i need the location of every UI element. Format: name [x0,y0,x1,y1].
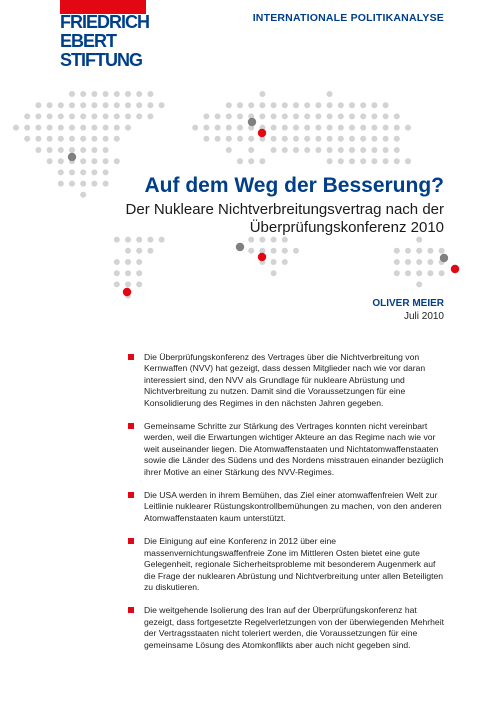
map-dot [327,125,333,131]
map-dot [103,91,109,97]
map-dot [91,102,97,108]
map-dot [125,270,131,276]
map-dot [259,158,265,164]
map-dot [383,113,389,119]
fes-logo [60,0,149,72]
map-dot [327,147,333,153]
map-dot [371,102,377,108]
map-dot [80,169,86,175]
map-dot [293,113,299,119]
map-dot [80,158,86,164]
map-dot [304,113,310,119]
map-dot [35,147,41,153]
map-dot [360,136,366,142]
publication-date: Juli 2010 [403,311,444,322]
summary-item [128,352,446,409]
map-dot [215,136,221,142]
map-dot [427,270,433,276]
map-dot [394,158,400,164]
map-dot [159,102,165,108]
map-dot [259,113,265,119]
map-dot [80,91,86,97]
map-dot [394,125,400,131]
map-dot [383,125,389,131]
map-dot [349,102,355,108]
map-dot [360,158,366,164]
map-dot [282,237,288,243]
map-dot [215,125,221,131]
map-dot [315,136,321,142]
summary-item [128,490,446,524]
bullet-icon [128,354,134,360]
map-dot [360,125,366,131]
map-dot [147,113,153,119]
map-dot [114,125,120,131]
map-dot [259,91,265,97]
bullet-icon [128,423,134,429]
map-dot [114,270,120,276]
map-dot [69,169,75,175]
summary-item [128,421,446,478]
map-dot [394,136,400,142]
map-dot [80,192,86,198]
map-dot [271,125,277,131]
map-dot [47,158,53,164]
map-dot [315,125,321,131]
map-dot [35,125,41,131]
map-dot [405,248,411,254]
map-highlight-dot [258,253,266,261]
map-dot [394,270,400,276]
map-dot [371,113,377,119]
map-dot [416,259,422,265]
map-dot [248,237,254,243]
map-dot [237,113,243,119]
map-dot [114,158,120,164]
map-dot [327,136,333,142]
summary-text: Die weitgehende Isolierung des Iran auf der Überprüfungskonferenz hat gezeigt, dass fortgesetzte Regelverletzungen von der überwiegenden Mehrheit der Vertragsstaaten nicht toleriert werden, die Voraussetzungen für eine gemeinsame Lösung des Atomkonflikts aber auch nicht gegeben sind. [144,605,445,650]
map-dot [203,125,209,131]
map-dot [271,248,277,254]
map-dot [293,147,299,153]
bullet-icon [128,538,134,544]
series-label: INTERNATIONALE POLITIKANALYSE [252,12,444,24]
logo-line-1: FRIEDRICH [60,12,149,32]
map-dot [58,125,64,131]
map-dot [439,270,445,276]
map-dot [47,136,53,142]
map-dot [237,136,243,142]
map-dot [338,158,344,164]
map-dot [360,113,366,119]
map-dot [136,281,142,287]
map-dot [248,158,254,164]
map-dot [293,136,299,142]
map-dot [69,147,75,153]
map-dot [338,136,344,142]
map-dot [237,102,243,108]
map-dot [327,113,333,119]
map-dot [80,102,86,108]
map-dot [259,102,265,108]
map-dot [24,113,30,119]
map-dot [125,102,131,108]
map-dot [226,125,232,131]
map-dot [315,113,321,119]
map-dot [114,281,120,287]
map-dot [427,259,433,265]
summary-list [128,352,446,663]
map-dot [226,113,232,119]
map-dot [58,113,64,119]
map-dot [293,125,299,131]
map-dot [282,125,288,131]
map-dot [371,158,377,164]
summary-text: Die USA werden in ihrem Bemühen, das Ziel einer atomwaffenfreien Welt zur Leitlinie nuklearer Rüstungskontrollbemühungen zu machen, von den anderen Atomwaffenstaaten kaum unterstützt. [144,490,442,523]
map-dot [91,147,97,153]
map-dot [360,147,366,153]
map-dot [282,102,288,108]
map-dot [394,248,400,254]
map-dot [136,259,142,265]
map-dot [114,91,120,97]
map-dot [114,259,120,265]
map-dot [271,113,277,119]
map-dot [91,158,97,164]
map-dot [315,147,321,153]
map-dot [271,259,277,265]
map-dot [24,136,30,142]
map-dot [69,181,75,187]
map-dot [58,169,64,175]
map-dot [226,147,232,153]
logo-line-3: STIFTUNG [60,50,142,70]
map-dot [103,181,109,187]
map-dot [282,136,288,142]
map-dot [371,136,377,142]
map-highlight-dot [258,129,266,137]
map-dot [427,248,433,254]
summary-item [128,605,446,651]
map-dot [304,125,310,131]
map-dot [338,147,344,153]
map-dot [24,125,30,131]
map-dot [69,125,75,131]
map-dot [338,113,344,119]
map-dot [315,102,321,108]
map-dot [293,248,299,254]
map-dot [58,181,64,187]
map-dot [80,181,86,187]
map-dot [203,136,209,142]
map-dot [35,113,41,119]
summary-text: Die Überprüfungskonferenz des Vertrages über die Nichtverbreitung von Kernwaffen (NVV) hat gezeigt, dass dessen Mitglieder nach wie vor daran interessiert sind, den NVV als Grundlage für nukleare Abrüstung und Nichtverbreitung zu nutzen. Damit sind die Voraussetzungen für eine Konsolidierung des Regimes in den nächsten Jahren gegeben. [144,352,426,408]
map-dot [125,91,131,97]
map-dot [416,270,422,276]
map-dot [327,91,333,97]
map-dot [226,136,232,142]
map-dot [338,125,344,131]
map-dot [304,147,310,153]
map-dot [394,113,400,119]
map-dot [304,102,310,108]
map-dot [383,102,389,108]
map-dot [125,248,131,254]
map-dot [226,102,232,108]
map-dot [35,136,41,142]
map-dot [416,281,422,287]
map-dot [405,158,411,164]
map-dot [405,125,411,131]
map-dot [327,102,333,108]
map-dot [147,91,153,97]
map-dot [69,102,75,108]
map-dot [271,270,277,276]
summary-text: Die Einigung auf eine Konferenz in 2012 über eine massenvernichtungswaffenfreie Zone im Mittleren Osten bietet eine gute Gelegenheit, regionale Sicherheitsprobleme mit besonderem Augenmerk auf die Frage der nuklearen Abrüstung und Nichtverbreitung unter allen Beteiligten zu diskutieren. [144,536,444,592]
map-dot [58,158,64,164]
summary-text: Gemeinsame Schritte zur Stärkung des Vertrages konnten nicht vereinbart werden, weil die Erwartungen wichtiger Akteure an das Regime nach wie vor weit auseinander liegen. Die Atomwaffenstaaten und Nichtatomwaffenstaaten sowie die Länder des Südens und des Nordens misstrauen einander bezüglich ihrer Motive an einer Stärkung des NVV-Regimes. [144,421,444,477]
map-dot [91,91,97,97]
map-dot [383,136,389,142]
map-highlight-dot [123,288,131,296]
map-dot [159,237,165,243]
map-dot [91,169,97,175]
map-dot [125,113,131,119]
map-dot [80,113,86,119]
map-dot [349,113,355,119]
map-dot [215,113,221,119]
map-dot [58,136,64,142]
author-name: OLIVER MEIER [372,298,444,309]
map-dot [248,147,254,153]
map-dot [360,102,366,108]
map-highlight-dot [68,153,76,161]
map-dot [136,270,142,276]
map-dot [13,125,19,131]
map-dot [47,102,53,108]
bullet-icon [128,492,134,498]
map-dot [349,147,355,153]
map-dot [80,147,86,153]
logo-line-2: EBERT [60,31,117,51]
map-dot [271,136,277,142]
map-dot [293,102,299,108]
map-dot [47,113,53,119]
map-dot [91,113,97,119]
map-dot [35,102,41,108]
map-dot [439,248,445,254]
map-dot [136,91,142,97]
map-dot [147,237,153,243]
map-dot [248,102,254,108]
map-dot [125,125,131,131]
map-dot [203,113,209,119]
map-dot [114,136,120,142]
map-dot [383,147,389,153]
map-dot [103,147,109,153]
map-dot [136,113,142,119]
map-highlight-dot [236,243,244,251]
map-dot [114,102,120,108]
map-dot [103,125,109,131]
map-dot [80,136,86,142]
map-dot [114,113,120,119]
map-dot [394,147,400,153]
summary-item [128,536,446,593]
map-dot [405,270,411,276]
map-dot [136,237,142,243]
page-title: Auf dem Weg der Besserung? [144,174,444,197]
map-dot [103,113,109,119]
map-dot [69,91,75,97]
map-dot [271,147,277,153]
map-dot [282,259,288,265]
map-dot [304,136,310,142]
map-dot [327,158,333,164]
map-dot [125,259,131,265]
map-dot [271,102,277,108]
map-dot [282,248,288,254]
map-dot [338,102,344,108]
map-dot [147,248,153,254]
map-dot [371,125,377,131]
map-dot [103,158,109,164]
map-dot [136,102,142,108]
map-dot [416,248,422,254]
map-dot [91,125,97,131]
map-dot [271,237,277,243]
map-dot [80,125,86,131]
map-dot [349,136,355,142]
map-dot [282,113,288,119]
map-dot [282,147,288,153]
map-dot [58,102,64,108]
map-highlight-dot [440,254,448,262]
map-dot [192,125,198,131]
map-dot [103,169,109,175]
map-dot [47,147,53,153]
map-dot [349,158,355,164]
map-dot [69,113,75,119]
map-highlight-dot [451,265,459,273]
map-dot [147,102,153,108]
map-dot [58,147,64,153]
map-dot [125,237,131,243]
map-dot [248,248,254,254]
map-dot [125,281,131,287]
map-dot [405,259,411,265]
map-dot [47,125,53,131]
map-dot [69,136,75,142]
map-dot [259,237,265,243]
map-dot [383,158,389,164]
map-dot [114,237,120,243]
map-dot [103,136,109,142]
map-dot [91,181,97,187]
map-dot [91,136,97,142]
map-dot [371,147,377,153]
map-dot [237,125,243,131]
page-subtitle: Der Nukleare Nichtverbreitungsvertrag nach der Überprüfungskonferenz 2010 [125,201,444,236]
map-highlight-dot [248,118,256,126]
map-dot [416,237,422,243]
map-dot [237,158,243,164]
map-dot [394,259,400,265]
map-dot [103,102,109,108]
map-dot [136,248,142,254]
bullet-icon [128,607,134,613]
map-dot [248,136,254,142]
map-dot [349,125,355,131]
